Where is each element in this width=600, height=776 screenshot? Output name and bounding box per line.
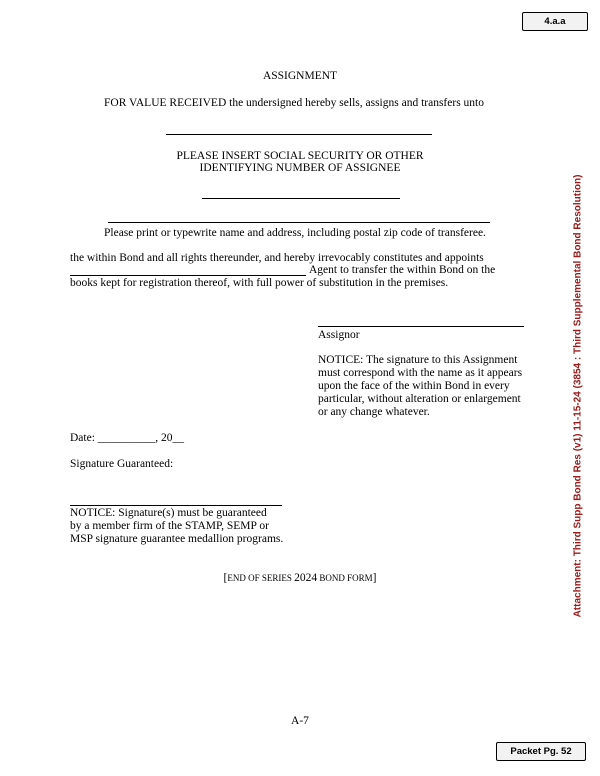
- intro-text: FOR VALUE RECEIVED the undersigned hereby sells, assigns and transfers unto: [104, 97, 484, 109]
- attachment-tag: 4.a.a: [522, 12, 588, 31]
- notice-line1: NOTICE: The signature to this Assignment: [318, 354, 518, 366]
- guarantee-notice-line3: MSP signature guarantee medallion programs.: [70, 533, 284, 545]
- notice-line4: particular, without alteration or enlargement: [318, 393, 521, 405]
- print-instruction: Please print or typewrite name and address, including postal zip code of transferee.: [104, 227, 486, 239]
- assignee-line: [166, 134, 432, 135]
- notice-line3: upon the face of the within Bond in every: [318, 380, 510, 392]
- ssn-line: [202, 198, 400, 199]
- end-of-form-marker: [END OF SERIES 2024 BOND FORM]: [223, 572, 377, 584]
- document-title: ASSIGNMENT: [262, 70, 338, 82]
- assignor-label: Assignor: [318, 329, 360, 341]
- ssn-instruction-line1: PLEASE INSERT SOCIAL SECURITY OR OTHER: [176, 150, 424, 162]
- paragraph-line1: the within Bond and all rights thereunder, and hereby irrevocably constitutes and appoints: [70, 252, 484, 264]
- agent-line: [70, 275, 306, 276]
- guarantee-notice-line1: NOTICE: Signature(s) must be guaranteed: [70, 507, 267, 519]
- ssn-instruction-line2: IDENTIFYING NUMBER OF ASSIGNEE: [199, 162, 401, 174]
- packet-page-tag: Packet Pg. 52: [496, 742, 586, 761]
- date-field: Date: __________, 20__: [70, 432, 185, 444]
- attachment-sidebar-text: Attachment: Third Supp Bond Res (v1) 11-15-24 (3854 : Third Supplemental Bond Resolution): [572, 174, 584, 618]
- notice-line5: or any change whatever.: [318, 406, 430, 418]
- notice-line2: must correspond with the name as it appears: [318, 367, 523, 379]
- guarantee-notice-line2: by a member firm of the STAMP, SEMP or: [70, 520, 269, 532]
- paragraph-line2: Agent to transfer the within Bond on the: [309, 264, 496, 276]
- guarantor-signature-line: [70, 505, 282, 506]
- signature-guaranteed-label: Signature Guaranteed:: [70, 458, 174, 470]
- paragraph-line3: books kept for registration thereof, with full power of substitution in the premises.: [70, 277, 449, 289]
- page-number: A-7: [291, 715, 309, 727]
- assignor-signature-line: [318, 326, 524, 327]
- transferee-line: [108, 222, 490, 223]
